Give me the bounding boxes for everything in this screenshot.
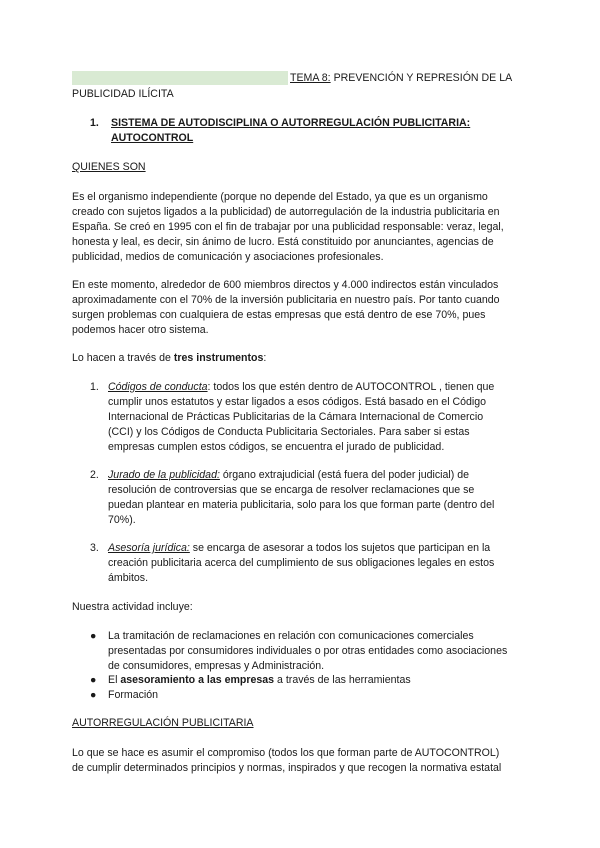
text-line: presentadas por consumidores individuales o por otras entidades como asociaciones	[108, 645, 508, 657]
text-line: (CCI) y los Códigos de Conducta Publicitaria Sectoriales. Para saber si estas	[108, 426, 470, 438]
section-title	[111, 116, 470, 146]
topic-title-continued: PUBLICIDAD ILÍCITA	[72, 88, 174, 100]
highlight-bar	[72, 71, 288, 85]
text-line: aproximadamente con el 70% de la inversión publicitaria en nuestro país. Por tanto cuando	[72, 294, 500, 306]
text-line: de cumplir determinados principios y normas, inspirados y que recogen la normativa estatal	[72, 762, 502, 774]
text-segment: Lo hacen a través de	[72, 352, 174, 364]
text-line: Formación	[108, 689, 159, 701]
text-line: La tramitación de reclamaciones en relación con comunicaciones comerciales	[108, 630, 474, 642]
topic-header	[290, 71, 512, 86]
text-line: empresas cumplen estos códigos, se encuentra el jurado de publicidad.	[108, 441, 445, 453]
topic-title: PREVENCIÓN Y REPRESIÓN DE LA	[330, 72, 513, 84]
bullet-icon: ●	[90, 674, 97, 686]
text-line: órgano extrajudicial (está fuera del poder judicial) de	[219, 469, 470, 481]
text-line: honesta y leal, es decir, sin ánimo de lucro. Está constituido por anunciantes, agencias de	[72, 236, 494, 248]
text-line: 70%).	[108, 514, 136, 526]
term-label: Asesoría jurídica:	[108, 542, 190, 554]
text-line: : todos los que estén dentro de AUTOCONTROL , tienen que	[207, 381, 495, 393]
text-segment: El	[108, 674, 121, 686]
paragraph-miembros	[72, 278, 532, 338]
text-line: Es el organismo independiente (porque no depende del Estado, ya que es un organismo	[72, 191, 488, 203]
text-line: En este momento, alrededor de 600 miembros directos y 4.000 indirectos están vinculados	[72, 279, 499, 291]
section-number: 1.	[90, 117, 99, 129]
text-line: Internacional de Prácticas Publicitarias de la Cámara Internacional de Comercio	[108, 411, 484, 423]
bold-text: asesoramiento a las empresas	[120, 674, 275, 686]
list-number: 1.	[90, 381, 99, 393]
text-line: España. Se creó en 1995 con el fin de trabajar por una publicidad responsable: veraz, legal,	[72, 221, 504, 233]
section-title-line: AUTOCONTROL	[111, 132, 194, 144]
term-label: Jurado de la publicidad:	[108, 469, 220, 481]
text-line: se encarga de asesorar a todos los sujetos que participan en la	[189, 542, 491, 554]
text-line: creación publicitaria acerca del cumplimiento de sus obligaciones legales en estos	[108, 557, 495, 569]
bullet-icon: ●	[90, 689, 97, 701]
text-line: cumplir unos estatutos y estar ligados a esos códigos. Está basado en el Código	[108, 396, 487, 408]
text-segment: :	[263, 352, 267, 364]
section-title-line: SISTEMA DE AUTODISCIPLINA O AUTORREGULACIÓN PUBLICITARIA:	[111, 117, 471, 129]
subheading-quienes-son: QUIENES SON	[72, 161, 146, 173]
text-line: puedan plantear en materia publicitaria, solo para los que forman parte (dentro del	[108, 499, 495, 511]
text-line: resolución de controversias que se encarga de resolver reclamaciones que se	[108, 484, 475, 496]
term-label: Códigos de conducta	[108, 381, 208, 393]
text-line: creado con sujetos ligados a la publicidad) de autorregulación de la industria publicitaria en	[72, 206, 500, 218]
activity-intro: Nuestra actividad incluye:	[72, 601, 193, 613]
text-line: publicidad, medios de comunicación y asociaciones profesionales.	[72, 251, 384, 263]
text-segment: a través de las herramientas	[274, 674, 411, 686]
text-line: de consumidores, empresas y Administración.	[108, 660, 325, 672]
paragraph-instrumentos-intro	[72, 351, 532, 366]
text-line: podemos hacer otro sistema.	[72, 324, 209, 336]
subheading-autorregulacion: AUTORREGULACIÓN PUBLICITARIA	[72, 717, 254, 729]
list-number: 2.	[90, 469, 99, 481]
bold-text: tres instrumentos	[173, 352, 264, 364]
text-line: Lo que se hace es asumir el compromiso (todos los que forman parte de AUTOCONTROL)	[72, 747, 500, 759]
text-line: surgen problemas con cualquiera de estas empresas que está dentro de ese 70%, pues	[72, 309, 486, 321]
text-line: ámbitos.	[108, 572, 149, 584]
topic-label: TEMA 8:	[290, 72, 331, 84]
paragraph-autorregulacion	[72, 746, 532, 776]
list-number: 3.	[90, 542, 99, 554]
bullet-icon: ●	[90, 630, 97, 642]
paragraph-organismo	[72, 190, 532, 265]
